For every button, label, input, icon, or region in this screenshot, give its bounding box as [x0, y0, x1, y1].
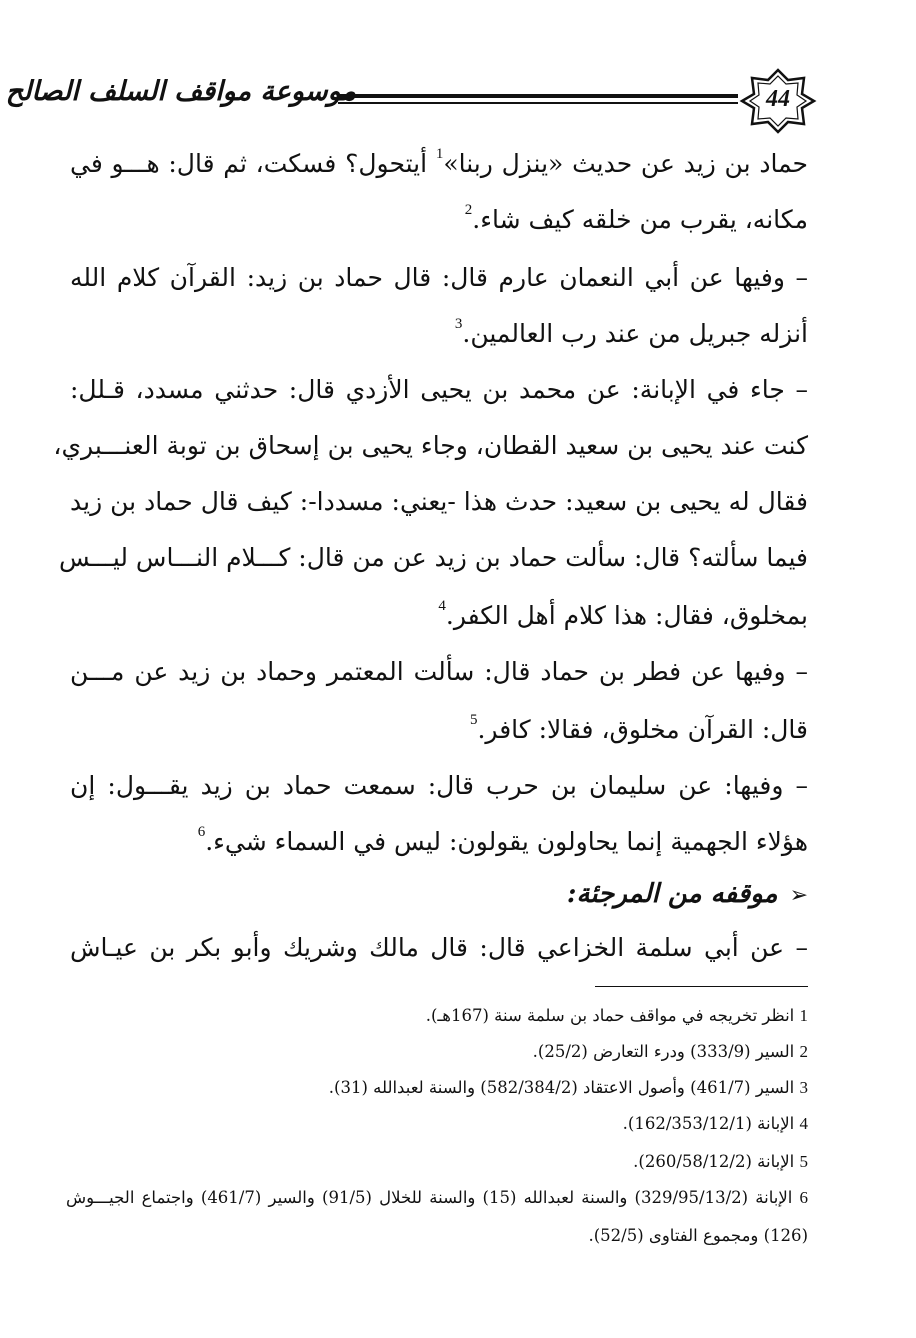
footnote-text: (126) ومجموع الفتاوى (52/5). [588, 1226, 808, 1245]
footnote-text: السير (333/9) ودرء التعارض (25/2). [532, 1042, 795, 1061]
body-line-12: – وفيها: عن سليمان بن حرب قال: سمعت حماد بن زيد يقـــول: إن [70, 771, 808, 800]
footnote-text: الإبانة (260/58/12/2). [633, 1152, 795, 1171]
body-line-3: – وفيها عن أبي النعمان عارم قال: قال حماد بن زيد: القرآن كلام الله [70, 263, 808, 292]
body-line-5: – جاء في الإبانة: عن محمد بن يحيى الأزدي قال: حدثني مسدد، قـلل: [70, 375, 808, 404]
text-segment: قال: القرآن مخلوق، فقالا: كافر. [477, 715, 808, 744]
book-title: موسوعة مواقف السلف الصالح [5, 76, 356, 107]
page-header [5, 68, 838, 134]
body-line-13 [70, 814, 808, 870]
text-segment: أنزله جبريل من عند رب العالمين. [462, 319, 808, 348]
footnote-6-continued [66, 1218, 808, 1254]
body-line-4 [70, 306, 808, 362]
footnote-2 [66, 1034, 808, 1070]
body-line-11 [70, 702, 808, 758]
header-rule [338, 94, 738, 104]
footnote-6 [66, 1180, 808, 1216]
footnote-ref: 6 [197, 824, 206, 840]
text-segment: بمخلوق، فقال: هذا كلام أهل الكفر. [445, 601, 808, 630]
body-line-10: – وفيها عن فطر بن حماد قال: سألت المعتمر وحماد بن زيد عن مـــن [70, 657, 808, 686]
arrow-bullet-icon: ➢ [789, 883, 808, 908]
footnote-separator [595, 986, 808, 987]
text-segment: أيتحول؟ فسكت، ثم قال: هـــو في [70, 149, 428, 178]
text-segment: حماد بن زيد عن حديث «ينزل ربنا» [443, 149, 808, 178]
footnote-number: 5 [799, 1152, 808, 1171]
footnote-1 [66, 998, 808, 1034]
footnote-5 [66, 1144, 808, 1180]
footnote-ref: 2 [464, 202, 473, 218]
footnote-number: 2 [799, 1042, 808, 1061]
body-line-8: فيما سألته؟ قال: سألت حماد بن زيد عن من قال: كـــلام النـــاس ليـــس [58, 543, 808, 572]
body-line-7: فقال له يحيى بن سعيد: حدث هذا -يعني: مسددا-: كيف قال حماد بن زيد [70, 487, 808, 516]
text-segment: مكانه، يقرب من خلقه كيف شاء. [472, 205, 808, 234]
footnote-ref: 3 [454, 316, 463, 332]
footnote-number: 6 [799, 1188, 808, 1207]
footnote-number: 4 [799, 1114, 808, 1133]
footnote-text: السير (461/7) وأصول الاعتقاد (582/384/2) والسنة لعبدالله (31). [328, 1078, 795, 1097]
footnote-3 [66, 1070, 808, 1106]
body-line-6: كنت عند يحيى بن سعيد القطان، وجاء يحيى بن إسحاق بن توبة العنـــبري، [53, 431, 808, 460]
footnote-number: 3 [799, 1078, 808, 1097]
body-line-9 [70, 588, 808, 644]
page-number: 44 [766, 86, 790, 112]
footnote-ref: 4 [438, 598, 446, 614]
body-line-2 [70, 192, 808, 248]
footnote-text: انظر تخريجه في مواقف حماد بن سلمة سنة (167هـ). [425, 1006, 795, 1025]
page-number-badge [738, 68, 818, 134]
footnote-text: الإبانة (162/353/12/1). [622, 1114, 795, 1133]
heading-text: موقفه من المرجئة: [566, 879, 778, 909]
footnote-ref: 1 [435, 146, 444, 162]
footnote-4 [66, 1106, 808, 1142]
footnote-ref: 5 [469, 712, 478, 728]
text-segment: هؤلاء الجهمية إنما يحاولون يقولون: ليس في السماء شيء. [205, 827, 808, 856]
section-heading [70, 866, 808, 922]
footnote-text: الإبانة (329/95/13/2) والسنة لعبدالله (15) والسنة للخلال (91/5) والسير (461/7) واجتماع الجيـــوش [66, 1188, 793, 1207]
body-line-14: – عن أبي سلمة الخزاعي قال: قال مالك وشريك وأبو بكر بن عيـاش [70, 933, 808, 962]
body-line-1 [70, 136, 808, 192]
footnote-number: 1 [799, 1006, 808, 1025]
